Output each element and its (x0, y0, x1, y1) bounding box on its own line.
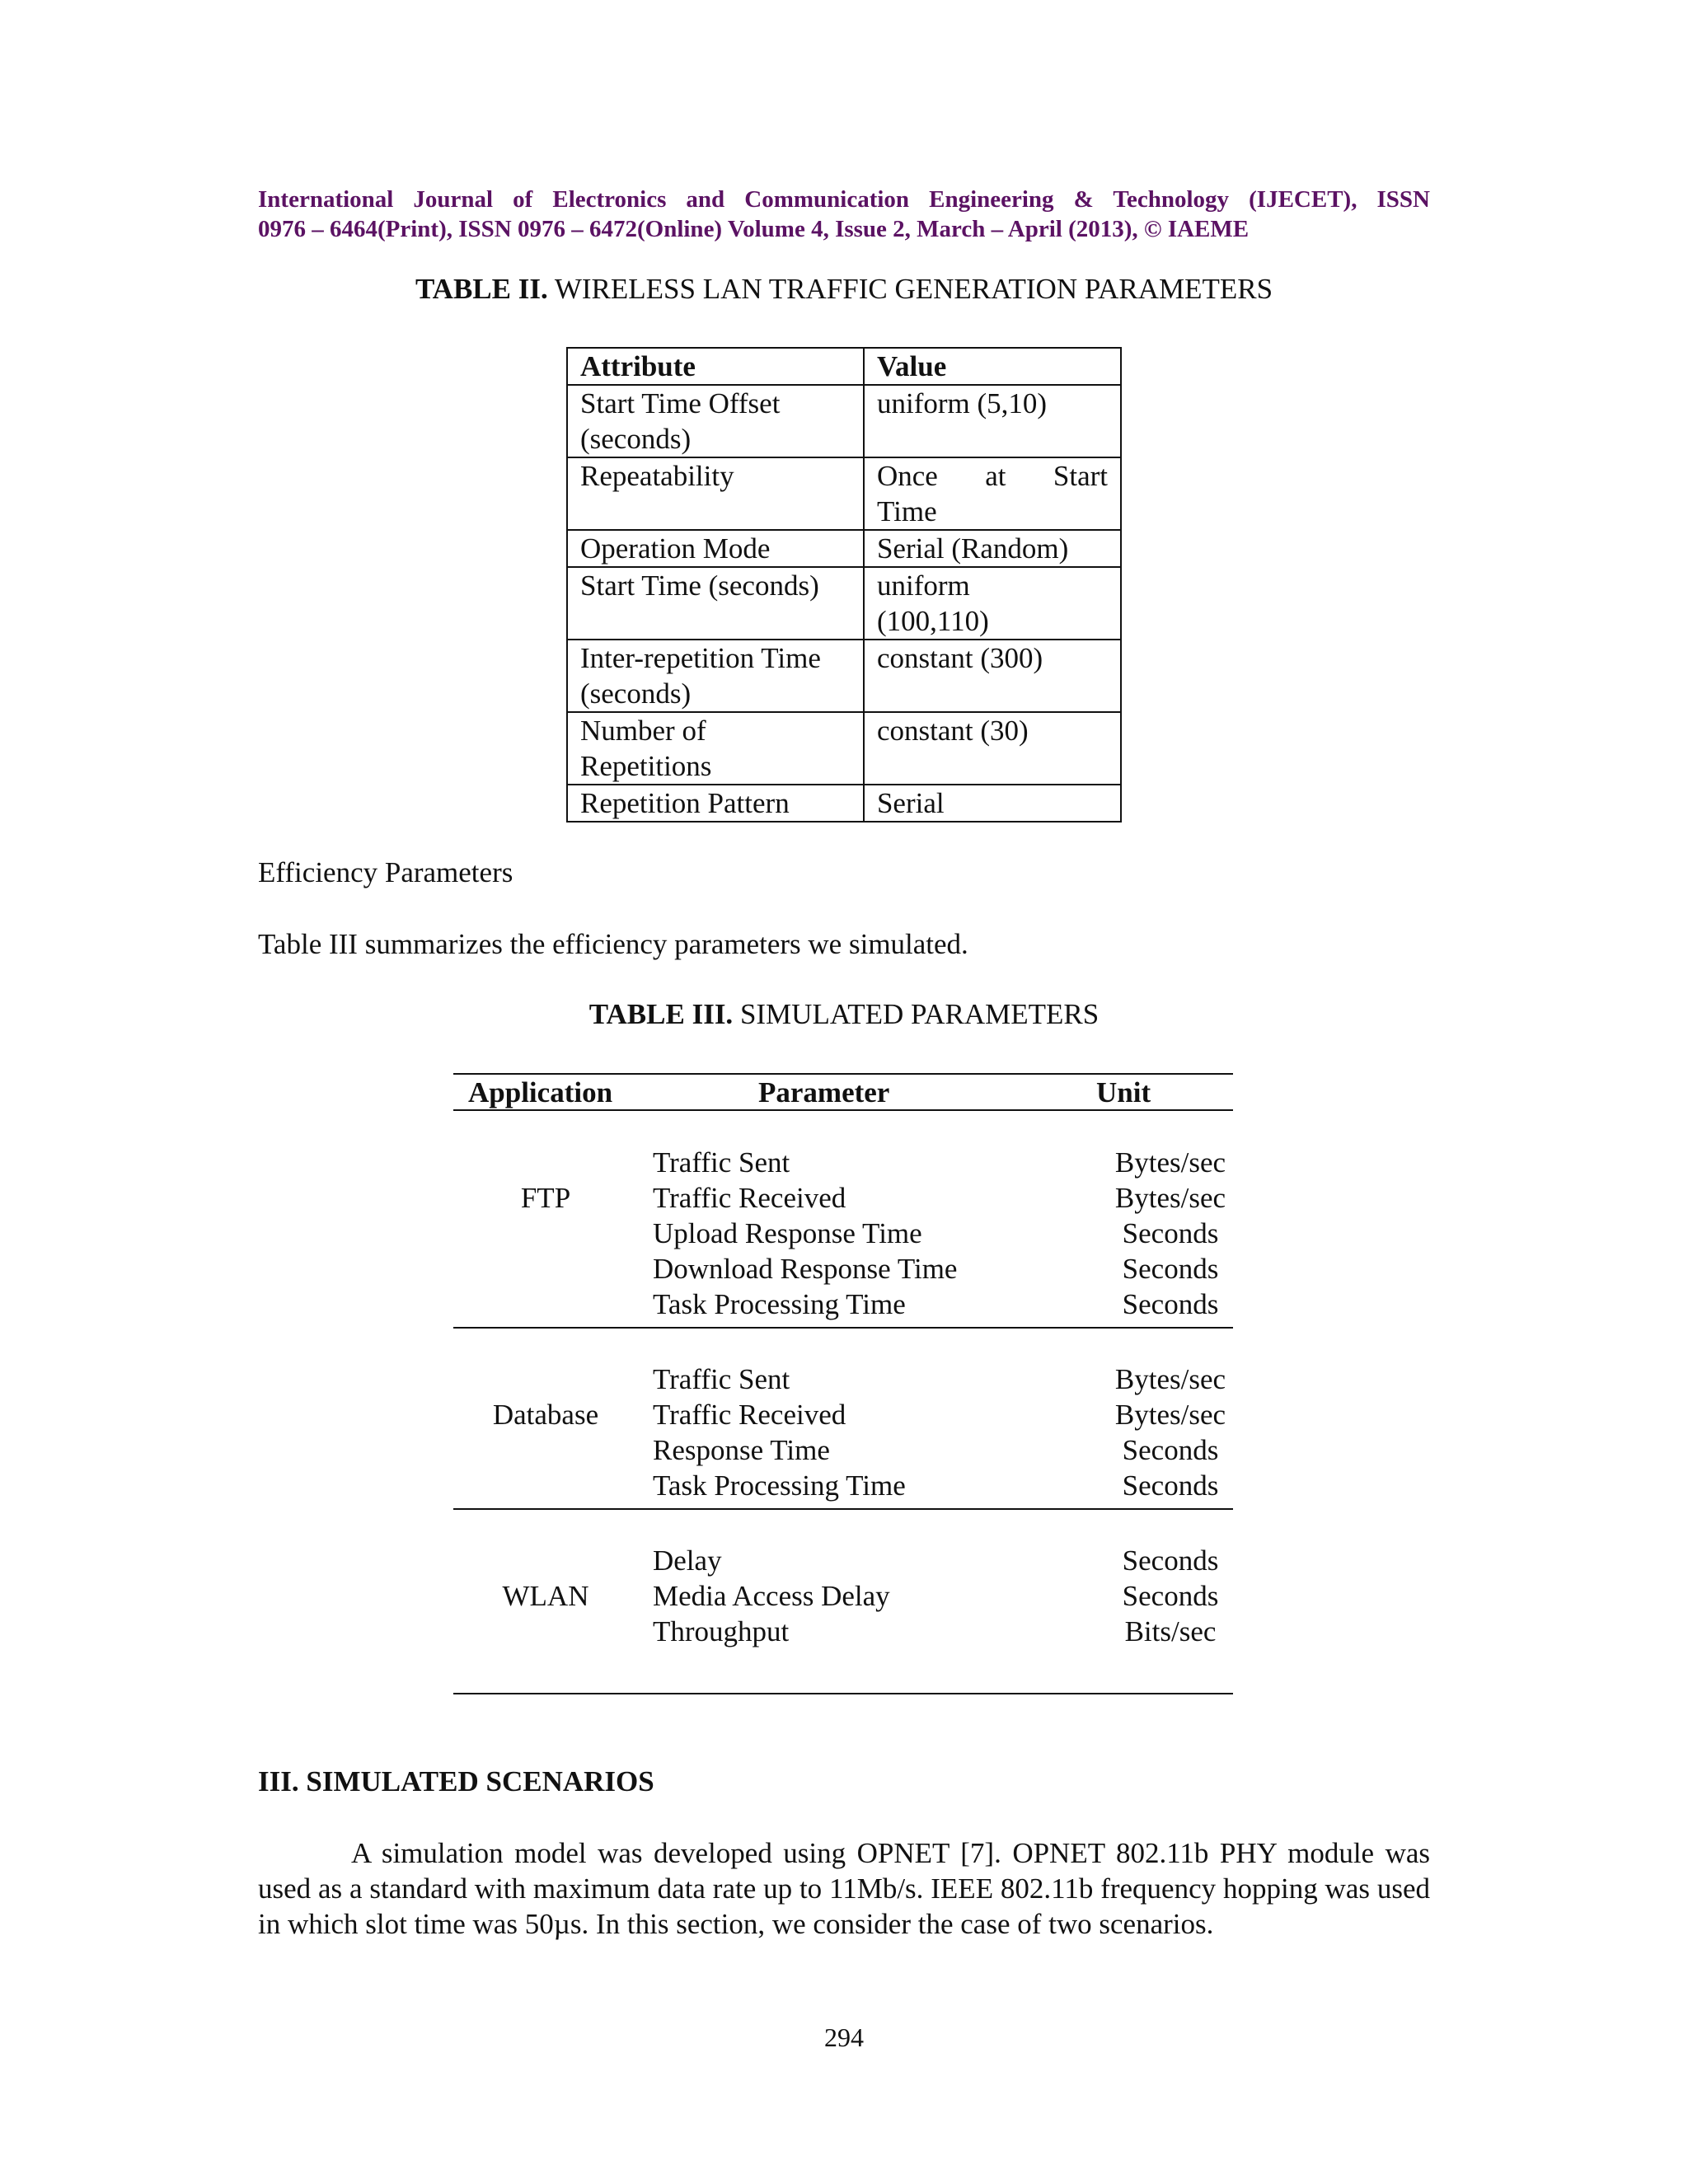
cell-line: (100,110) (876, 605, 989, 637)
list-item: Response Time (653, 1434, 830, 1466)
table3-caption (0, 998, 1688, 1031)
table-row (567, 640, 1121, 712)
cell-line: Repetitions (580, 750, 712, 782)
cell-line: (seconds) (580, 677, 692, 710)
list-item: Seconds (1122, 1288, 1219, 1320)
table3-application-wlan: WLAN (502, 1580, 589, 1612)
list-item: Traffic Sent (653, 1146, 790, 1179)
table3-group-rule (453, 1327, 1233, 1329)
table2-cell-attribute (567, 457, 864, 530)
list-item: Throughput (653, 1615, 790, 1647)
list-item: Seconds (1122, 1217, 1219, 1249)
cell-line: Serial (876, 787, 945, 819)
table3-application-ftp: FTP (520, 1182, 571, 1214)
cell-line: Number of (580, 715, 706, 747)
table3-parameter-list (653, 1543, 890, 1649)
table3-bottom-rule (453, 1693, 1233, 1694)
list-item: Seconds (1122, 1253, 1219, 1285)
table2-header-value: Value (864, 348, 1121, 385)
list-item: Media Access Delay (653, 1580, 890, 1612)
table3-parameter-list (653, 1361, 906, 1503)
cell-line: Time (876, 495, 937, 527)
list-item: Task Processing Time (653, 1469, 906, 1502)
table-row (567, 530, 1121, 567)
table3-unit-list (1047, 1543, 1294, 1649)
cell-line: Inter-repetition Time (580, 642, 821, 674)
table3-header-unit: Unit (1096, 1076, 1151, 1108)
table2-cell-attribute (567, 567, 864, 640)
list-item: Seconds (1122, 1469, 1219, 1502)
list-item: Traffic Received (653, 1182, 846, 1214)
table3-caption-label: TABLE III. (588, 998, 734, 1030)
table2-caption-title: WIRELESS LAN TRAFFIC GENERATION PARAMETERS (547, 273, 1273, 305)
table3-unit-list (1047, 1145, 1294, 1322)
list-item: Bytes/sec (1114, 1182, 1226, 1214)
list-item: Bytes/sec (1114, 1363, 1226, 1395)
table3-header-rule (453, 1109, 1233, 1111)
table2-cell-attribute (567, 530, 864, 567)
list-item: Bytes/sec (1114, 1146, 1226, 1179)
list-item: Bytes/sec (1114, 1399, 1226, 1431)
list-item: Seconds (1122, 1544, 1219, 1577)
list-item: Seconds (1122, 1434, 1219, 1466)
table2-caption (0, 273, 1688, 306)
cell-line: Start Time Offset (580, 387, 781, 419)
table2-cell-value (864, 712, 1121, 785)
list-item: Delay (653, 1544, 722, 1577)
table2-header-attribute: Attribute (567, 348, 864, 385)
cell-line: Repeatability (580, 460, 734, 492)
efficiency-heading: Efficiency Parameters (258, 856, 513, 888)
table2-cell-attribute (567, 712, 864, 785)
table2-cell-value (864, 457, 1121, 530)
table3-caption-title: SIMULATED PARAMETERS (733, 998, 1100, 1030)
table2-cell-value (864, 385, 1121, 457)
table3-header-application: Application (468, 1076, 613, 1108)
cell-line: Start Time (seconds) (580, 569, 819, 602)
cell-line: constant (300) (876, 642, 1043, 674)
cell-line: Serial (Random) (876, 532, 1069, 565)
table-row (567, 385, 1121, 457)
section-paragraph (258, 1835, 1430, 1942)
table3-group-rule (453, 1508, 1233, 1510)
cell-line: Repetition Pattern (580, 787, 790, 819)
efficiency-intro: Table III summarizes the efficiency parameters we simulated. (258, 928, 968, 960)
cell-line: constant (30) (876, 715, 1029, 747)
cell-line: uniform (876, 569, 970, 602)
table-row (567, 567, 1121, 640)
table-row (567, 712, 1121, 785)
table2-cell-attribute (567, 785, 864, 822)
list-item: Traffic Sent (653, 1363, 790, 1395)
table2-cell-value (864, 530, 1121, 567)
list-item: Download Response Time (653, 1253, 958, 1285)
table2 (566, 347, 1122, 823)
table3-application-database: Database (492, 1399, 599, 1431)
table3-unit-list (1047, 1361, 1294, 1503)
table2-header-row (567, 348, 1121, 385)
cell-line: Operation Mode (580, 532, 771, 565)
table-row (567, 785, 1121, 822)
table2-cell-value (864, 567, 1121, 640)
table-row (567, 457, 1121, 530)
list-item: Seconds (1122, 1580, 1219, 1612)
table3-parameter-list (653, 1145, 957, 1322)
running-header-line-1: International Journal of Electronics and Communication Engineering & Technology (IJECET), ISSN (258, 186, 1430, 213)
table2-cell-value (864, 640, 1121, 712)
list-item: Bits/sec (1124, 1615, 1217, 1647)
running-header-line-2: 0976 – 6464(Print), ISSN 0976 – 6472(Online) Volume 4, Issue 2, March – April (2013), © IAEME (258, 216, 1250, 242)
list-item: Traffic Received (653, 1399, 846, 1431)
section-paragraph-text: A simulation model was developed using OPNET [7]. OPNET 802.11b PHY module was used as a standard with maximum data rate up to 11Mb/s. IEEE 802.11b frequency hopping was used in which slot time was 50µs. In this section, we consider the case of two scenarios. (258, 1837, 1430, 1940)
table2-cell-value (864, 785, 1121, 822)
cell-line: (seconds) (580, 423, 692, 455)
table2-cell-attribute (567, 385, 864, 457)
list-item: Task Processing Time (653, 1288, 906, 1320)
section-heading: III. SIMULATED SCENARIOS (258, 1765, 654, 1797)
cell-line: Once at Start (876, 460, 1108, 492)
list-item: Upload Response Time (653, 1217, 922, 1249)
table2-caption-label: TABLE II. (415, 273, 548, 305)
table2-cell-attribute (567, 640, 864, 712)
running-header (258, 185, 1430, 244)
cell-line: uniform (5,10) (876, 387, 1048, 419)
page-number: 294 (824, 2022, 864, 2052)
table3-header-parameter: Parameter (758, 1076, 890, 1108)
